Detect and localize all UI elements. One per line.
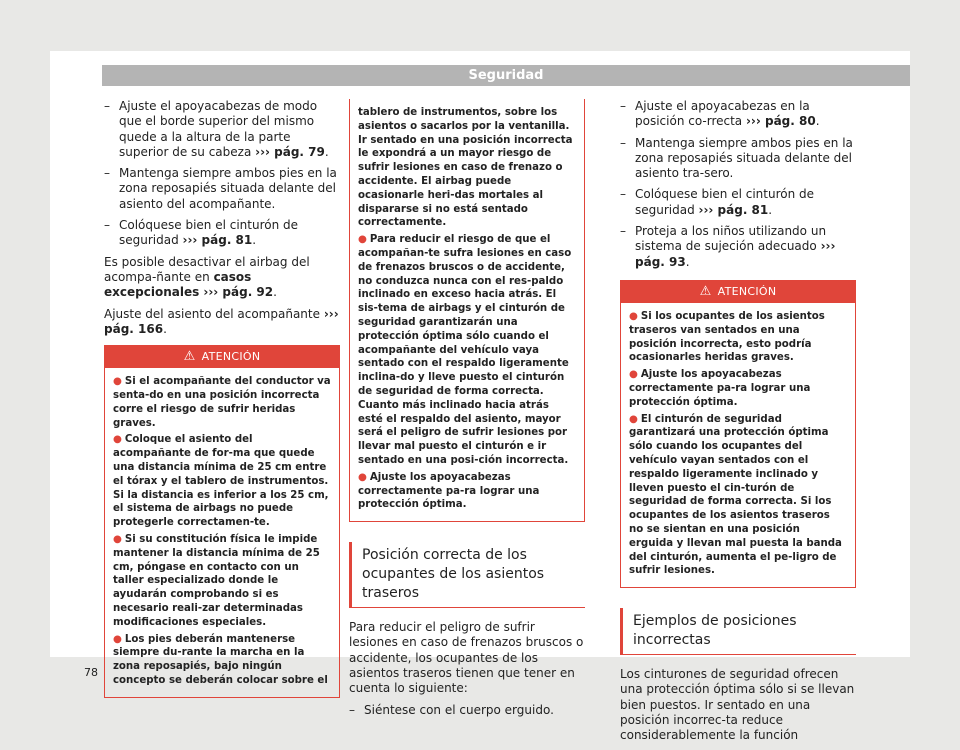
column-3 <box>620 99 856 750</box>
list-front-passenger <box>104 99 340 249</box>
warning-item: tablero de instrumentos, sobre los asientos o sacarlos por la ventanilla. Ir sentado en una posición incorrecta le expondrá a un mayor riesgo de sufrir lesiones en caso de frenazo o accidente. El airbag puede ocasionarle heri-das mortales al dispararse si no está sentado correctamente. <box>358 107 573 229</box>
list-item: – Mantenga siempre ambos pies en la zona reposapiés situada delante del asiento tra-sero. <box>620 136 856 182</box>
bullet-icon: ● <box>629 413 638 425</box>
warning-body <box>350 99 584 521</box>
page-reference[interactable]: ››› pág. 79 <box>255 144 325 159</box>
bullet-icon: ● <box>629 369 638 381</box>
warning-item: ● Si los ocupantes de los asientos traseros van sentados en una posición incorrecta, esto podría ocasionarles heridas graves. <box>629 310 825 364</box>
bullet-icon: ● <box>113 376 122 388</box>
warning-item: ● Los pies deberán mantenerse siempre du-rante la marcha en la zona reposapiés, bajo ningún concepto se deberán colocar sobre el <box>113 633 328 686</box>
section-title-rear-occupants: Posición correcta de los ocupantes de los asientos traseros <box>349 542 585 608</box>
warning-body <box>621 303 855 587</box>
bullet-icon: ● <box>113 533 122 545</box>
page-reference[interactable]: casos excepcionales ››› pág. 92 <box>104 269 274 300</box>
list-item: – Mantenga siempre ambos pies en la zona reposapiés situada delante del asiento del acompañante. <box>104 166 340 212</box>
warning-item: ● Si su constitución física le impide mantener la distancia mínima de 25 cm, póngase en contacto con un taller especializado donde le ayudarán comprobando si es necesario reali-zar determinadas modificaciones especiales. <box>113 533 320 628</box>
warning-box <box>620 280 856 588</box>
warning-item: ● Si el acompañante del conductor va senta-do en una posición incorrecta corre el riesgo de sufrir heridas graves. <box>113 376 331 429</box>
page-reference[interactable]: ››› pág. 81 <box>182 233 253 248</box>
list-item: – Colóquese bien el cinturón de seguridad ››› pág. 81. <box>104 218 340 249</box>
page-header: Seguridad <box>102 65 910 86</box>
warning-box <box>104 345 340 698</box>
warning-item: ● Coloque el asiento del acompañante de for-ma que quede una distancia mínima de 25 cm entre el tórax y el tablero de instrumentos. Si la distancia es inferior a los 25 cm, el sistema de airbags no puede protegerle correctamen-te. <box>113 434 329 529</box>
list-rear-occupants <box>349 703 585 718</box>
list-item: – Proteja a los niños utilizando un sistema de sujeción adecuado ››› pág. 93. <box>620 224 856 270</box>
column-1 <box>104 99 340 698</box>
warning-box-continued <box>349 99 585 522</box>
warning-item: ● El cinturón de seguridad garantizará una protección óptima sólo cuando los ocupantes del vehículo vayan sentados con el respaldo ligeramente inclinado y lleven puesto el cin-turón de seguridad de forma correcta. Si los ocupantes de los asientos traseros no se sientan en una posición erguida y llevan mal puesta la banda del cinturón, aumenta el pe-ligro de sufrir lesiones. <box>629 413 842 577</box>
paragraph: Para reducir el peligro de sufrir lesiones en caso de frenazos bruscos o accidente, los ocupantes de los asientos traseros tienen que tener en cuenta lo siguiente: <box>349 620 584 696</box>
manual-page <box>50 51 910 743</box>
page-reference[interactable]: ››› pág. 80 <box>745 114 816 129</box>
list-item: – Siéntese con el cuerpo erguido. <box>349 703 585 718</box>
column-2 <box>349 99 585 724</box>
bullet-icon: ● <box>629 310 638 322</box>
paragraph: Los cinturones de seguridad ofrecen una protección óptima sólo si se llevan bien puestos. Ir sentado en una posición incorrec-ta reduce considerablemente la función <box>620 667 855 743</box>
paragraph: Ajuste del asiento del acompañante ››› pág. 166. <box>104 306 339 336</box>
page-reference[interactable]: ››› pág. 81 <box>698 202 769 217</box>
page-number: 78 <box>84 666 98 679</box>
page-reference[interactable]: ››› pág. 166 <box>104 306 339 336</box>
list-item: – Ajuste el apoyacabezas en la posición co-rrecta ››› pág. 80. <box>620 99 856 130</box>
warning-item: ● Ajuste los apoyacabezas correctamente pa-ra lograr una protección óptima. <box>629 369 811 408</box>
list-item: – Colóquese bien el cinturón de seguridad ››› pág. 81. <box>620 187 856 218</box>
list-item: – Ajuste el apoyacabezas de modo que el borde superior del mismo quede a la altura de la parte superior de su cabeza ››› pág. 79. <box>104 99 340 160</box>
paragraph: Es posible desactivar el airbag del acompa-ñante en casos excepcionales ››› pág. 92. <box>104 254 310 300</box>
page-reference[interactable]: ››› pág. 93 <box>635 239 836 269</box>
list-rear-rules <box>620 99 856 270</box>
warning-triangle-icon: ⚠ <box>183 349 196 365</box>
warning-body <box>105 368 339 697</box>
bullet-icon: ● <box>113 633 122 645</box>
warning-header: ⚠ ATENCIÓN <box>105 346 339 368</box>
bullet-icon: ● <box>358 234 367 246</box>
warning-item: ● Para reducir el riesgo de que el acompañan-te sufra lesiones en caso de frenazos bruscos o de accidente, no conduzca nunca con el res-paldo inclinado en exceso hacia atrás. El sis-tema de airbags y el cinturón de seguridad garantizarán una protección óptima sólo cuando el acompañante del vehículo vaya sentado con el respaldo ligeramente inclina-do y lleve puesto el cinturón de seguridad de forma correcta. Cuanto más inclinado hacia atrás esté el respaldo del asiento, mayor será el peligro de sufrir lesiones por llevar mal puesto el cinturón e ir sentado en una posi-ción incorrecta. <box>358 234 572 466</box>
section-title-incorrect-positions: Ejemplos de posiciones incorrectas <box>620 608 856 655</box>
warning-header: ⚠ ATENCIÓN <box>621 281 855 303</box>
warning-triangle-icon: ⚠ <box>699 283 712 299</box>
bullet-icon: ● <box>113 434 122 446</box>
bullet-icon: ● <box>358 471 367 483</box>
warning-item: ● Ajuste los apoyacabezas correctamente pa-ra lograr una protección óptima. <box>358 471 540 511</box>
